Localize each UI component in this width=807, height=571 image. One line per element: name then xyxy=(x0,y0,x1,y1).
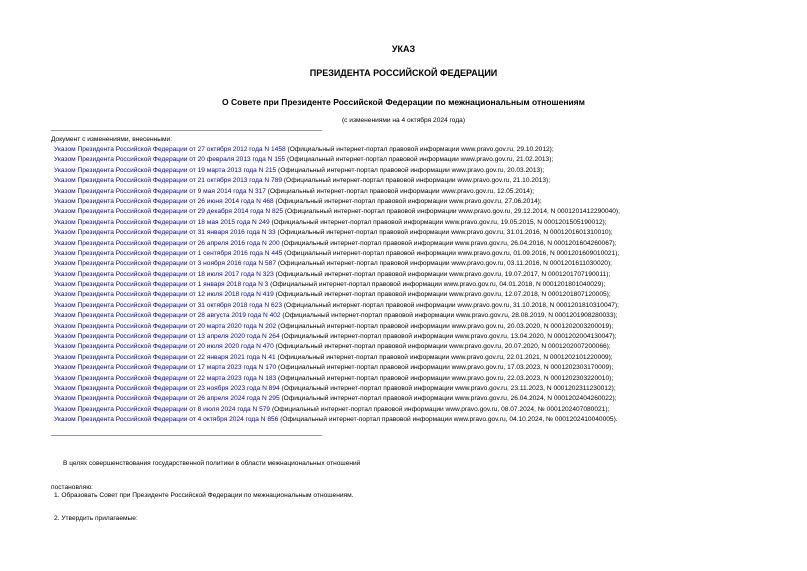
changes-top-rule xyxy=(51,130,322,131)
item-1-text: 1. Образовать Совет при Президенте Российской Федерации по межнациональным отношениям. xyxy=(54,492,354,499)
change-item xyxy=(54,290,794,300)
change-decree-link[interactable]: Указом Президента Российской Федерации от 23 ноября 2023 года N 894 xyxy=(54,384,280,392)
change-item xyxy=(54,187,794,197)
change-decree-link[interactable]: Указом Президента Российской Федерации от 12 июля 2018 года N 419 xyxy=(54,291,274,299)
change-decree-link[interactable]: Указом Президента Российской Федерации от 19 марта 2013 года N 215 xyxy=(54,166,277,174)
change-item xyxy=(54,259,794,269)
change-source-text: (Официальный интернет-портал правовой информации www.pravo.gov.ru, 21.10.2013); xyxy=(282,177,551,185)
change-item xyxy=(54,374,794,384)
change-decree-link[interactable]: Указом Президента Российской Федерации от 22 марта 2023 года N 183 xyxy=(54,374,277,382)
changes-bottom-rule xyxy=(51,435,322,436)
change-item xyxy=(54,301,794,311)
change-item xyxy=(54,145,794,155)
change-decree-link[interactable]: Указом Президента Российской Федерации от 9 мая 2014 года N 317 xyxy=(54,187,266,195)
change-source-text: (Официальный интернет-портал правовой информации www.pravo.gov.ru, 03.11.2016, N 0001201611030020); xyxy=(276,260,612,268)
change-source-text: (Официальный интернет-портал правовой информации www.pravo.gov.ru, 21.02.2013); xyxy=(285,156,554,164)
change-source-text: (Официальный интернет-портал правовой информации www.pravo.gov.ru, 23.11.2023, N 0001202311230012); xyxy=(279,384,616,392)
change-item xyxy=(54,176,794,186)
change-item xyxy=(54,405,794,415)
document-title-line1: УКАЗ xyxy=(391,44,416,54)
change-item xyxy=(54,280,794,290)
change-source-text: (Официальный интернет-портал правовой информации www.pravo.gov.ru, 12.07.2018, N 0001201807120005); xyxy=(273,291,611,299)
change-decree-link[interactable]: Указом Президента Российской Федерации от 28 августа 2019 года N 402 xyxy=(54,312,281,320)
change-decree-link[interactable]: Указом Президента Российской Федерации от 1 января 2018 года N 3 xyxy=(54,281,269,289)
change-item xyxy=(54,363,794,373)
change-source-text: (Официальный интернет-портал правовой информации www.pravo.gov.ru, 04.10.2024, № 0001202410040005). xyxy=(278,416,618,424)
change-item xyxy=(54,384,794,394)
change-item xyxy=(54,207,794,217)
change-source-text: (Официальный интернет-портал правовой информации www.pravo.gov.ru, 20.07.2020, N 0001202007200066); xyxy=(273,343,611,351)
change-source-text: (Официальный интернет-портал правовой информации www.pravo.gov.ru, 22.01.2021, N 0001202101220009); xyxy=(275,353,613,361)
change-decree-link[interactable]: Указом Президента Российской Федерации от 18 мая 2015 года N 249 xyxy=(54,218,270,226)
change-item xyxy=(54,394,794,404)
change-decree-link[interactable]: Указом Президента Российской Федерации от 20 февраля 2013 года N 155 xyxy=(54,156,286,164)
change-decree-link[interactable]: Указом Президента Российской Федерации от 4 октября 2024 года N 856 xyxy=(54,416,279,424)
change-decree-link[interactable]: Указом Президента Российской Федерации от 3 ноября 2016 года N 587 xyxy=(54,260,277,268)
changes-list xyxy=(54,145,794,426)
change-item xyxy=(54,311,794,321)
change-source-text: (Официальный интернет-портал правовой информации www.pravo.gov.ru, 31.01.2016, N 0001201601310010); xyxy=(275,229,613,237)
change-decree-link[interactable]: Указом Президента Российской Федерации от 22 января 2021 года N 41 xyxy=(54,353,276,361)
change-decree-link[interactable]: Указом Президента Российской Федерации от 1 сентября 2016 года N 445 xyxy=(54,249,283,257)
item-2-text: 2. Утвердить прилагаемые: xyxy=(54,515,138,522)
change-decree-link[interactable]: Указом Президента Российской Федерации от 20 июля 2020 года N 470 xyxy=(54,343,274,351)
change-item xyxy=(54,166,794,176)
change-item xyxy=(54,197,794,207)
change-decree-link[interactable]: Указом Президента Российской Федерации от 31 января 2016 года N 33 xyxy=(54,229,276,237)
changes-heading: Документ с изменениями, внесенными: xyxy=(51,136,173,143)
change-source-text: (Официальный интернет-портал правовой информации www.pravo.gov.ru, 31.10.2018, N 0001201810310047); xyxy=(282,301,619,309)
change-source-text: (Официальный интернет-портал правовой информации www.pravo.gov.ru, 13.04.2020, N 0001202004130047); xyxy=(279,333,617,341)
change-decree-link[interactable]: Указом Президента Российской Федерации от 26 апреля 2024 года N 295 xyxy=(54,395,280,403)
change-decree-link[interactable]: Указом Президента Российской Федерации от 26 апреля 2016 года N 200 xyxy=(54,239,280,247)
change-item xyxy=(54,270,794,280)
edition-note: (с изменениями на 4 октября 2024 года) xyxy=(341,117,466,124)
change-item xyxy=(54,353,794,363)
change-decree-link[interactable]: Указом Президента Российской Федерации от 18 июля 2017 года N 323 xyxy=(54,270,274,278)
change-decree-link[interactable]: Указом Президента Российской Федерации от 31 октября 2018 года N 623 xyxy=(54,301,283,309)
change-source-text: (Официальный интернет-портал правовой информации www.pravo.gov.ru, 19.05.2015, N 0001201505190012); xyxy=(269,218,607,226)
change-source-text: (Официальный интернет-портал правовой информации www.pravo.gov.ru, 12.05.2014); xyxy=(265,187,534,195)
change-decree-link[interactable]: Указом Президента Российской Федерации от 17 марта 2023 года N 170 xyxy=(54,364,277,372)
change-item xyxy=(54,155,794,165)
change-source-text: (Официальный интернет-портал правовой информации www.pravo.gov.ru, 29.12.2014, N 0001201412290040); xyxy=(283,208,620,216)
change-source-text: (Официальный интернет-портал правовой информации www.pravo.gov.ru, 19.07.2017, N 0001201707190011); xyxy=(273,270,611,278)
decree-text: постановляю: xyxy=(51,484,94,491)
change-source-text: (Официальный интернет-портал правовой информации www.pravo.gov.ru, 26.04.2024, N 0001202404260022); xyxy=(279,395,617,403)
change-source-text: (Официальный интернет-портал правовой информации www.pravo.gov.ru, 26.04.2016, N 0001201604260067); xyxy=(279,239,617,247)
change-decree-link[interactable]: Указом Президента Российской Федерации от 21 октября 2013 года N 789 xyxy=(54,177,283,185)
change-item xyxy=(54,342,794,352)
change-source-text: (Официальный интернет-портал правовой информации www.pravo.gov.ru, 29.10.2012); xyxy=(285,146,554,153)
change-source-text: (Официальный интернет-портал правовой информации www.pravo.gov.ru, 28.08.2019, N 0001201908280033); xyxy=(280,312,618,320)
change-item xyxy=(54,228,794,238)
change-item xyxy=(54,322,794,332)
change-decree-link[interactable]: Указом Президента Российской Федерации от 8 июля 2024 года N 579 xyxy=(54,405,271,413)
change-source-text: (Официальный интернет-портал правовой информации www.pravo.gov.ru, 04.01.2018, N 0001201801040029); xyxy=(268,281,606,289)
change-decree-link[interactable]: Указом Президента Российской Федерации от 27 октября 2012 года N 1458 xyxy=(54,146,286,153)
document-subject: О Совете при Президенте Российской Федерации по межнациональным отношениям xyxy=(222,97,585,107)
document-title-line2: ПРЕЗИДЕНТА РОССИЙСКОЙ ФЕДЕРАЦИИ xyxy=(309,68,498,78)
change-item xyxy=(54,332,794,342)
change-source-text: (Официальный интернет-портал правовой информации www.pravo.gov.ru, 22.03.2023, N 0001202303220010); xyxy=(276,374,614,382)
change-decree-link[interactable]: Указом Президента Российской Федерации от 29 декабря 2014 года N 825 xyxy=(54,208,284,216)
change-item xyxy=(54,249,794,259)
change-decree-link[interactable]: Указом Президента Российской Федерации от 13 апреля 2020 года N 264 xyxy=(54,333,280,341)
change-item xyxy=(54,239,794,249)
change-source-text: (Официальный интернет-портал правовой информации www.pravo.gov.ru, 01.09.2016, N 0001201609010021); xyxy=(282,249,620,257)
change-source-text: (Официальный интернет-портал правовой информации www.pravo.gov.ru, 20.03.2013); xyxy=(276,166,545,174)
change-source-text: (Официальный интернет-портал правовой информации www.pravo.gov.ru, 27.06.2014); xyxy=(273,197,542,205)
change-source-text: (Официальный интернет-портал правовой информации www.pravo.gov.ru, 08.07.2024, № 0001202407080021); xyxy=(270,405,610,413)
change-item xyxy=(54,218,794,228)
change-source-text: (Официальный интернет-портал правовой информации www.pravo.gov.ru, 17.03.2023, N 0001202303170009); xyxy=(276,364,614,372)
change-item xyxy=(54,415,794,425)
change-decree-link[interactable]: Указом Президента Российской Федерации от 26 июня 2014 года N 468 xyxy=(54,197,274,205)
change-decree-link[interactable]: Указом Президента Российской Федерации от 20 марта 2020 года N 202 xyxy=(54,322,277,330)
preamble-text: В целях совершенствования государственной политики в области межнациональных отношений xyxy=(63,460,361,467)
change-source-text: (Официальный интернет-портал правовой информации www.pravo.gov.ru, 20.03.2020, N 0001202003200019); xyxy=(276,322,614,330)
